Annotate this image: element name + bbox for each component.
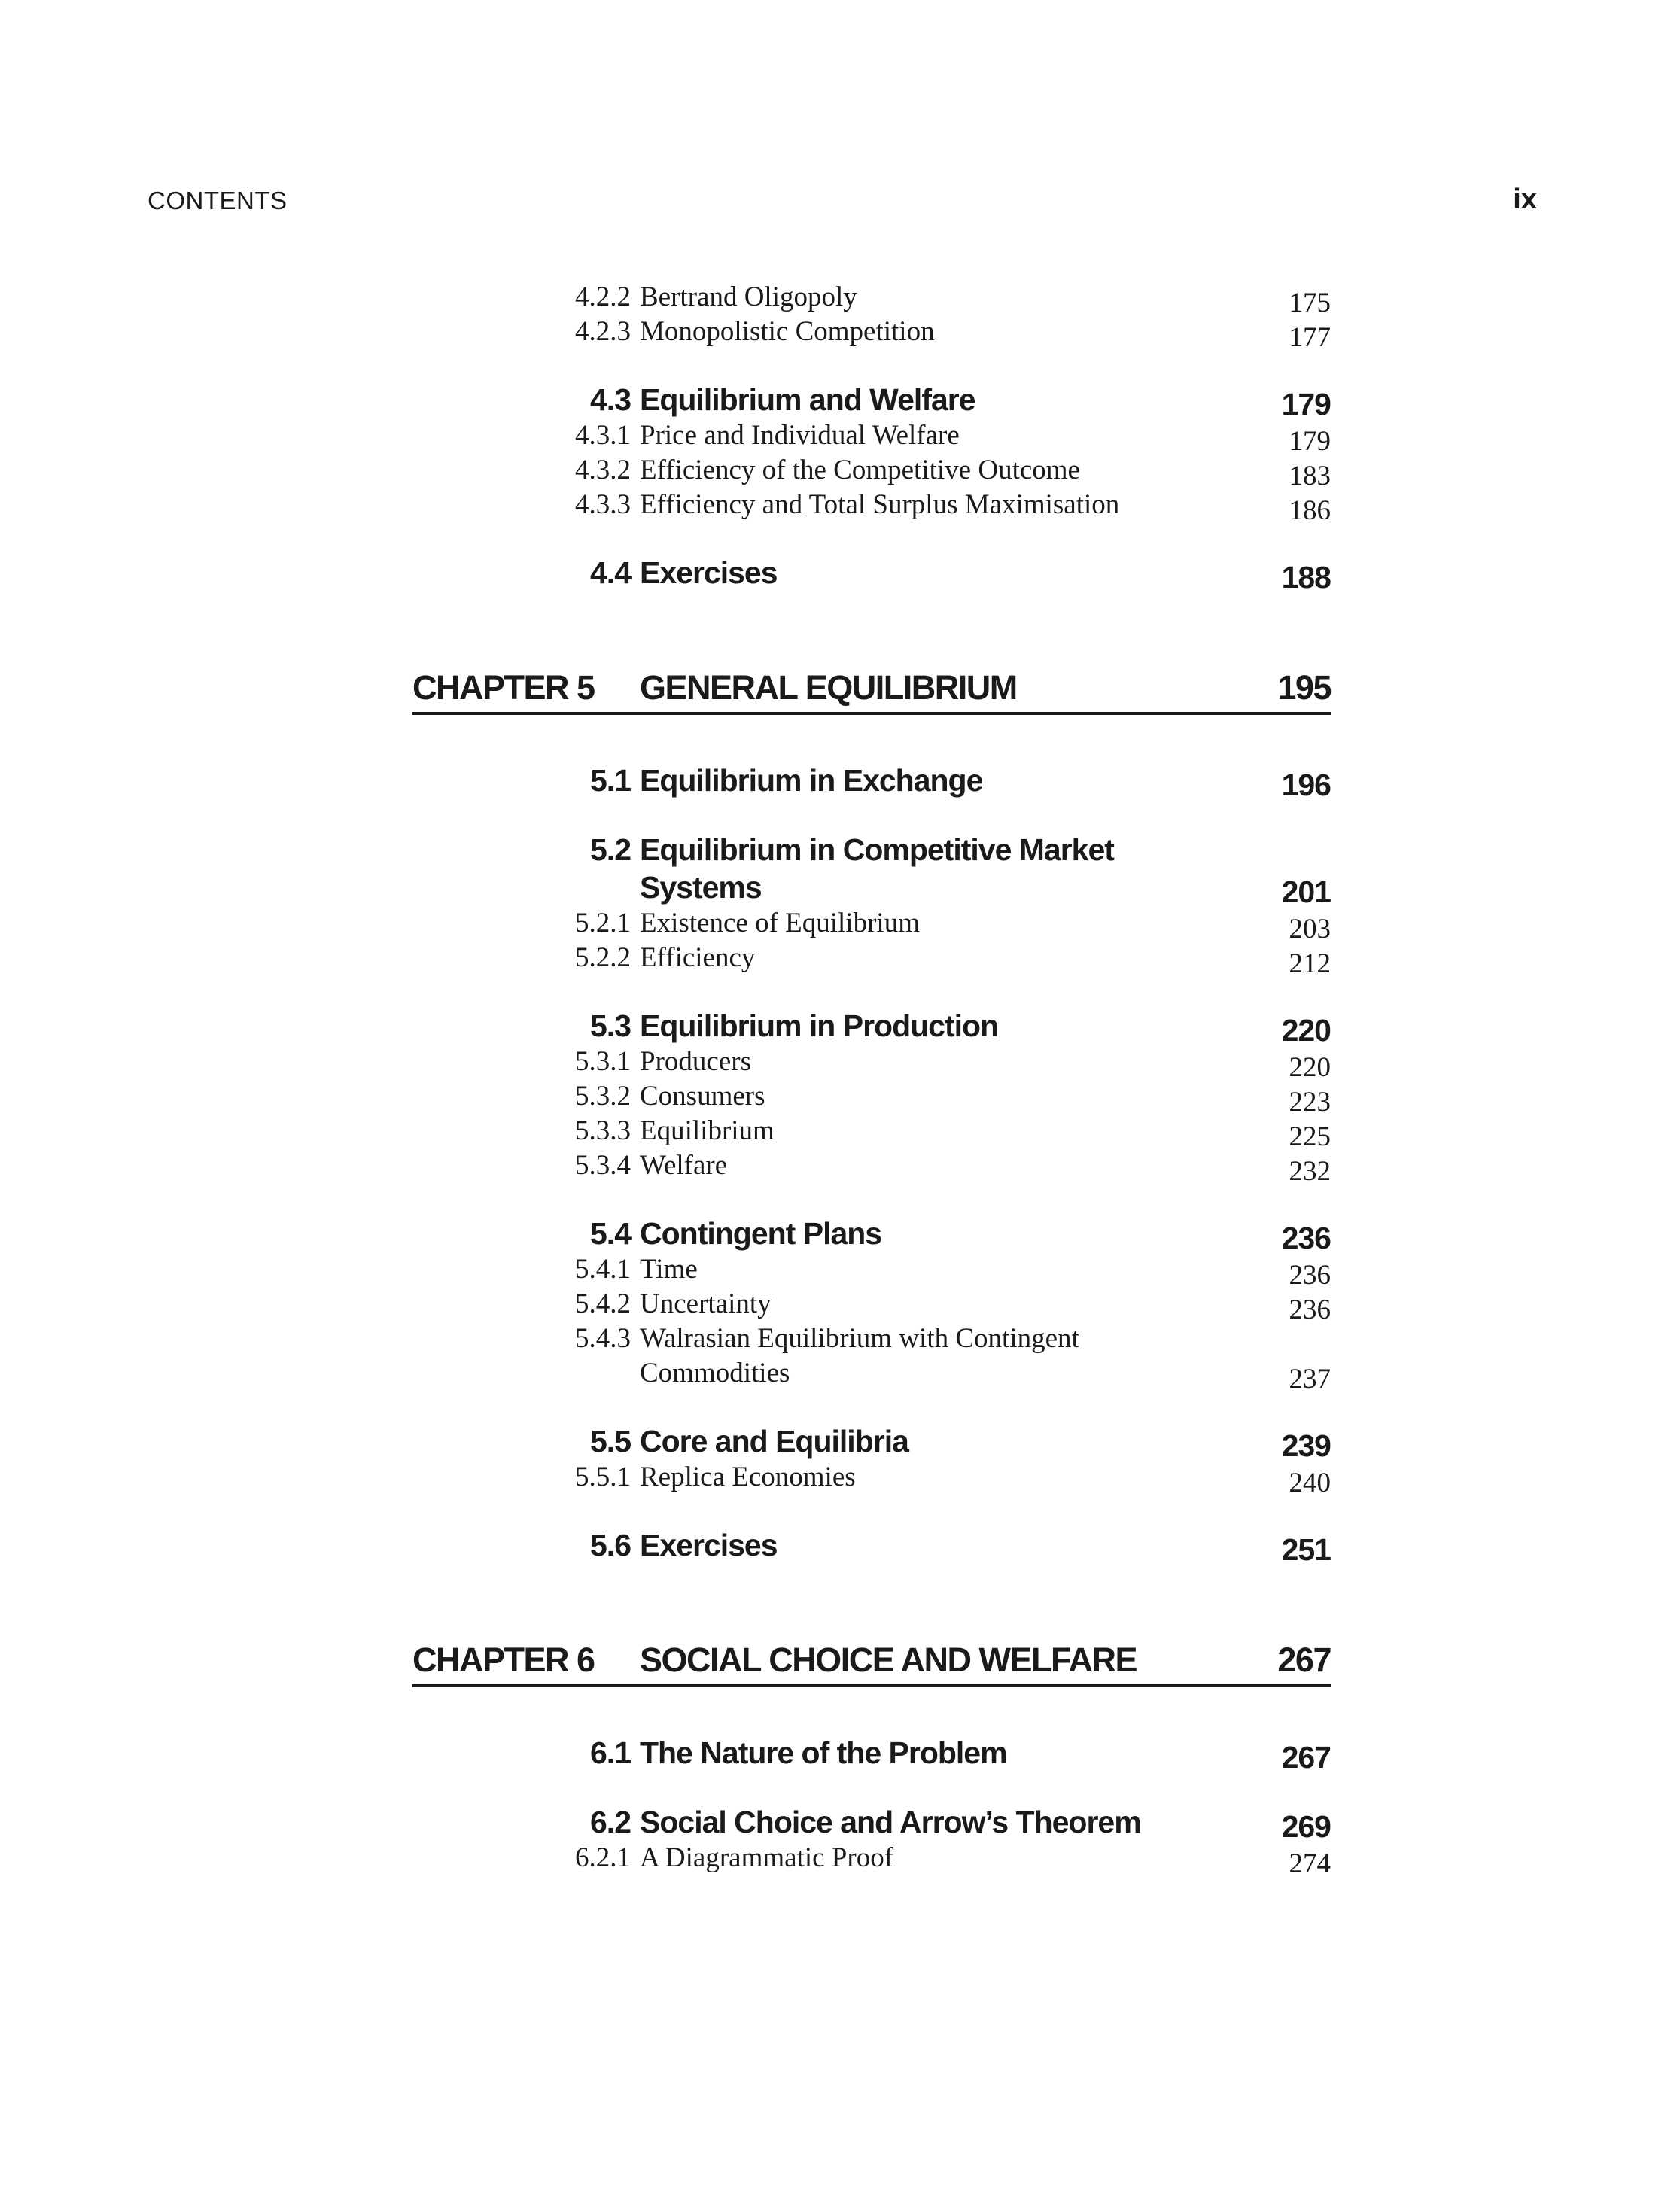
toc-entry-title: Price and Individual Welfare <box>640 420 960 451</box>
toc-entry-page: 179 <box>1281 387 1331 421</box>
toc-entry-page: 236 <box>1289 1294 1331 1325</box>
toc-entry-title: Producers <box>640 1046 751 1077</box>
toc-entry-number: 5.3.3 <box>575 1115 631 1146</box>
toc-entry-title: Uncertainty <box>640 1288 772 1319</box>
toc-entry-number: 4.2.2 <box>575 281 631 312</box>
toc-section-entry <box>412 1215 1331 1255</box>
toc-entry-number: 5.3.4 <box>575 1150 631 1181</box>
toc-section-entry <box>412 1803 1331 1844</box>
chapter-title: GENERAL EQUILIBRIUM <box>640 668 1017 707</box>
toc-entry-title: Replica Economies <box>640 1462 856 1492</box>
toc-entry-page: 267 <box>1281 1740 1331 1775</box>
toc-entry-title: Equilibrium and Welfare <box>640 382 975 417</box>
toc-subsection-entry <box>412 280 1331 318</box>
running-head: CONTENTS <box>148 187 288 214</box>
toc-entry-title: Equilibrium <box>640 1115 775 1146</box>
toc-entry-number: 4.2.3 <box>575 316 631 347</box>
toc-entry-number: 5.3 <box>590 1008 631 1043</box>
chapter-label: CHAPTER 5 <box>412 668 595 707</box>
toc-entry-page: 196 <box>1281 768 1331 802</box>
toc-entry-title: Consumers <box>640 1081 765 1112</box>
toc-section-entry <box>412 1422 1331 1463</box>
toc-subsection-entry <box>412 1841 1331 1879</box>
toc-section-entry <box>412 1526 1331 1567</box>
toc-subsection-entry <box>412 1148 1331 1187</box>
toc-entry-title: Monopolistic Competition <box>640 316 935 347</box>
toc-entry-number: 6.1 <box>590 1735 631 1770</box>
page-number: ix <box>1513 184 1537 215</box>
toc-entry-number: 5.3.2 <box>575 1081 631 1112</box>
toc-section-entry <box>412 1007 1331 1048</box>
toc-entry-title: Walrasian Equilibrium with Contingent Commodities <box>640 1323 1079 1389</box>
toc-entry-page: 175 <box>1289 287 1331 318</box>
toc-subsection-entry <box>412 1460 1331 1498</box>
toc-entry-title: Efficiency <box>640 942 756 973</box>
toc-entry-page: 220 <box>1281 1013 1331 1048</box>
toc-entry-page: 269 <box>1281 1809 1331 1844</box>
toc-entry-page: 220 <box>1289 1052 1331 1083</box>
toc-subsection-entry <box>412 1322 1331 1395</box>
toc-section-entry <box>412 831 1331 909</box>
toc-entry-page: 274 <box>1289 1848 1331 1879</box>
toc-entry-page: 186 <box>1289 495 1331 526</box>
toc-section-entry <box>412 554 1331 595</box>
toc-entry-page: 177 <box>1289 322 1331 353</box>
toc-entry-title: Equilibrium in Competitive Market Systems <box>640 832 1114 905</box>
toc-entry-number: 5.4.2 <box>575 1288 631 1319</box>
toc-entry-number: 5.5.1 <box>575 1462 631 1492</box>
toc-entry-title: Bertrand Oligopoly <box>640 281 857 312</box>
toc-entry-title: Equilibrium in Production <box>640 1008 999 1043</box>
toc-entry-number: 5.2.2 <box>575 942 631 973</box>
toc-subsection-entry <box>412 906 1331 944</box>
toc-entry-title: Exercises <box>640 555 778 590</box>
toc-entry-number: 4.3.3 <box>575 489 631 520</box>
toc-section-entry <box>412 1734 1331 1775</box>
toc-entry-title: Core and Equilibria <box>640 1424 908 1459</box>
toc-entry-page: 201 <box>1281 874 1331 909</box>
toc-entry-number: 5.6 <box>590 1528 631 1562</box>
toc-entry-number: 5.1 <box>590 763 631 798</box>
toc-entry-title: Efficiency of the Competitive Outcome <box>640 455 1080 485</box>
toc-entry-number: 6.2 <box>590 1805 631 1839</box>
toc-entry-number: 6.2.1 <box>575 1842 631 1873</box>
toc-subsection-entry <box>412 315 1331 353</box>
toc-entry-title: Existence of Equilibrium <box>640 908 920 938</box>
table-of-contents <box>412 280 1331 1879</box>
toc-entry-page: 183 <box>1289 461 1331 491</box>
toc-entry-page: 251 <box>1281 1532 1331 1567</box>
toc-entry-number: 5.2 <box>590 832 631 867</box>
chapter-title: SOCIAL CHOICE AND WELFARE <box>640 1641 1137 1679</box>
toc-entry-page: 223 <box>1289 1087 1331 1118</box>
toc-entry-title: Equilibrium in Exchange <box>640 763 983 798</box>
toc-entry-page: 212 <box>1289 948 1331 979</box>
toc-subsection-entry <box>412 488 1331 526</box>
toc-subsection-entry <box>412 1252 1331 1291</box>
toc-entry-title: Efficiency and Total Surplus Maximisation <box>640 489 1120 520</box>
toc-subsection-entry <box>412 1079 1331 1118</box>
toc-entry-number: 4.3.2 <box>575 455 631 485</box>
toc-entry-number: 4.3 <box>590 382 631 417</box>
chapter-page: 267 <box>1277 1641 1331 1679</box>
chapter-page: 195 <box>1277 668 1331 707</box>
toc-entry-page: 225 <box>1289 1121 1331 1152</box>
toc-entry-title: A Diagrammatic Proof <box>640 1842 894 1873</box>
toc-entry-title: Exercises <box>640 1528 778 1562</box>
toc-entry-page: 236 <box>1281 1221 1331 1255</box>
toc-entry-title: Time <box>640 1254 698 1285</box>
toc-subsection-entry <box>412 1114 1331 1152</box>
toc-entry-page: 232 <box>1289 1156 1331 1187</box>
toc-entry-number: 5.4.3 <box>575 1323 631 1354</box>
toc-subsection-entry <box>412 941 1331 979</box>
toc-chapter-heading <box>412 637 1331 715</box>
toc-entry-page: 179 <box>1289 426 1331 457</box>
toc-entry-page: 236 <box>1289 1260 1331 1291</box>
toc-chapter-heading <box>412 1609 1331 1687</box>
toc-section-entry <box>412 381 1331 421</box>
toc-subsection-entry <box>412 418 1331 457</box>
toc-entry-title: Welfare <box>640 1150 728 1181</box>
chapter-label: CHAPTER 6 <box>412 1641 595 1679</box>
toc-entry-number: 5.4 <box>590 1216 631 1251</box>
toc-entry-number: 5.2.1 <box>575 908 631 938</box>
toc-entry-title: The Nature of the Problem <box>640 1735 1007 1770</box>
toc-entry-title: Contingent Plans <box>640 1216 882 1251</box>
toc-entry-page: 240 <box>1289 1468 1331 1498</box>
toc-subsection-entry <box>412 1045 1331 1083</box>
toc-subsection-entry <box>412 453 1331 491</box>
toc-entry-number: 5.3.1 <box>575 1046 631 1077</box>
toc-entry-number: 4.4 <box>590 555 631 590</box>
toc-entry-title: Social Choice and Arrow’s Theorem <box>640 1805 1141 1839</box>
toc-entry-page: 237 <box>1289 1364 1331 1395</box>
toc-section-entry <box>412 762 1331 802</box>
toc-entry-number: 5.5 <box>590 1424 631 1459</box>
toc-entry-number: 5.4.1 <box>575 1254 631 1285</box>
toc-entry-page: 239 <box>1281 1428 1331 1463</box>
toc-subsection-entry <box>412 1287 1331 1325</box>
toc-entry-number: 4.3.1 <box>575 420 631 451</box>
toc-entry-page: 203 <box>1289 914 1331 944</box>
toc-entry-page: 188 <box>1281 560 1331 595</box>
